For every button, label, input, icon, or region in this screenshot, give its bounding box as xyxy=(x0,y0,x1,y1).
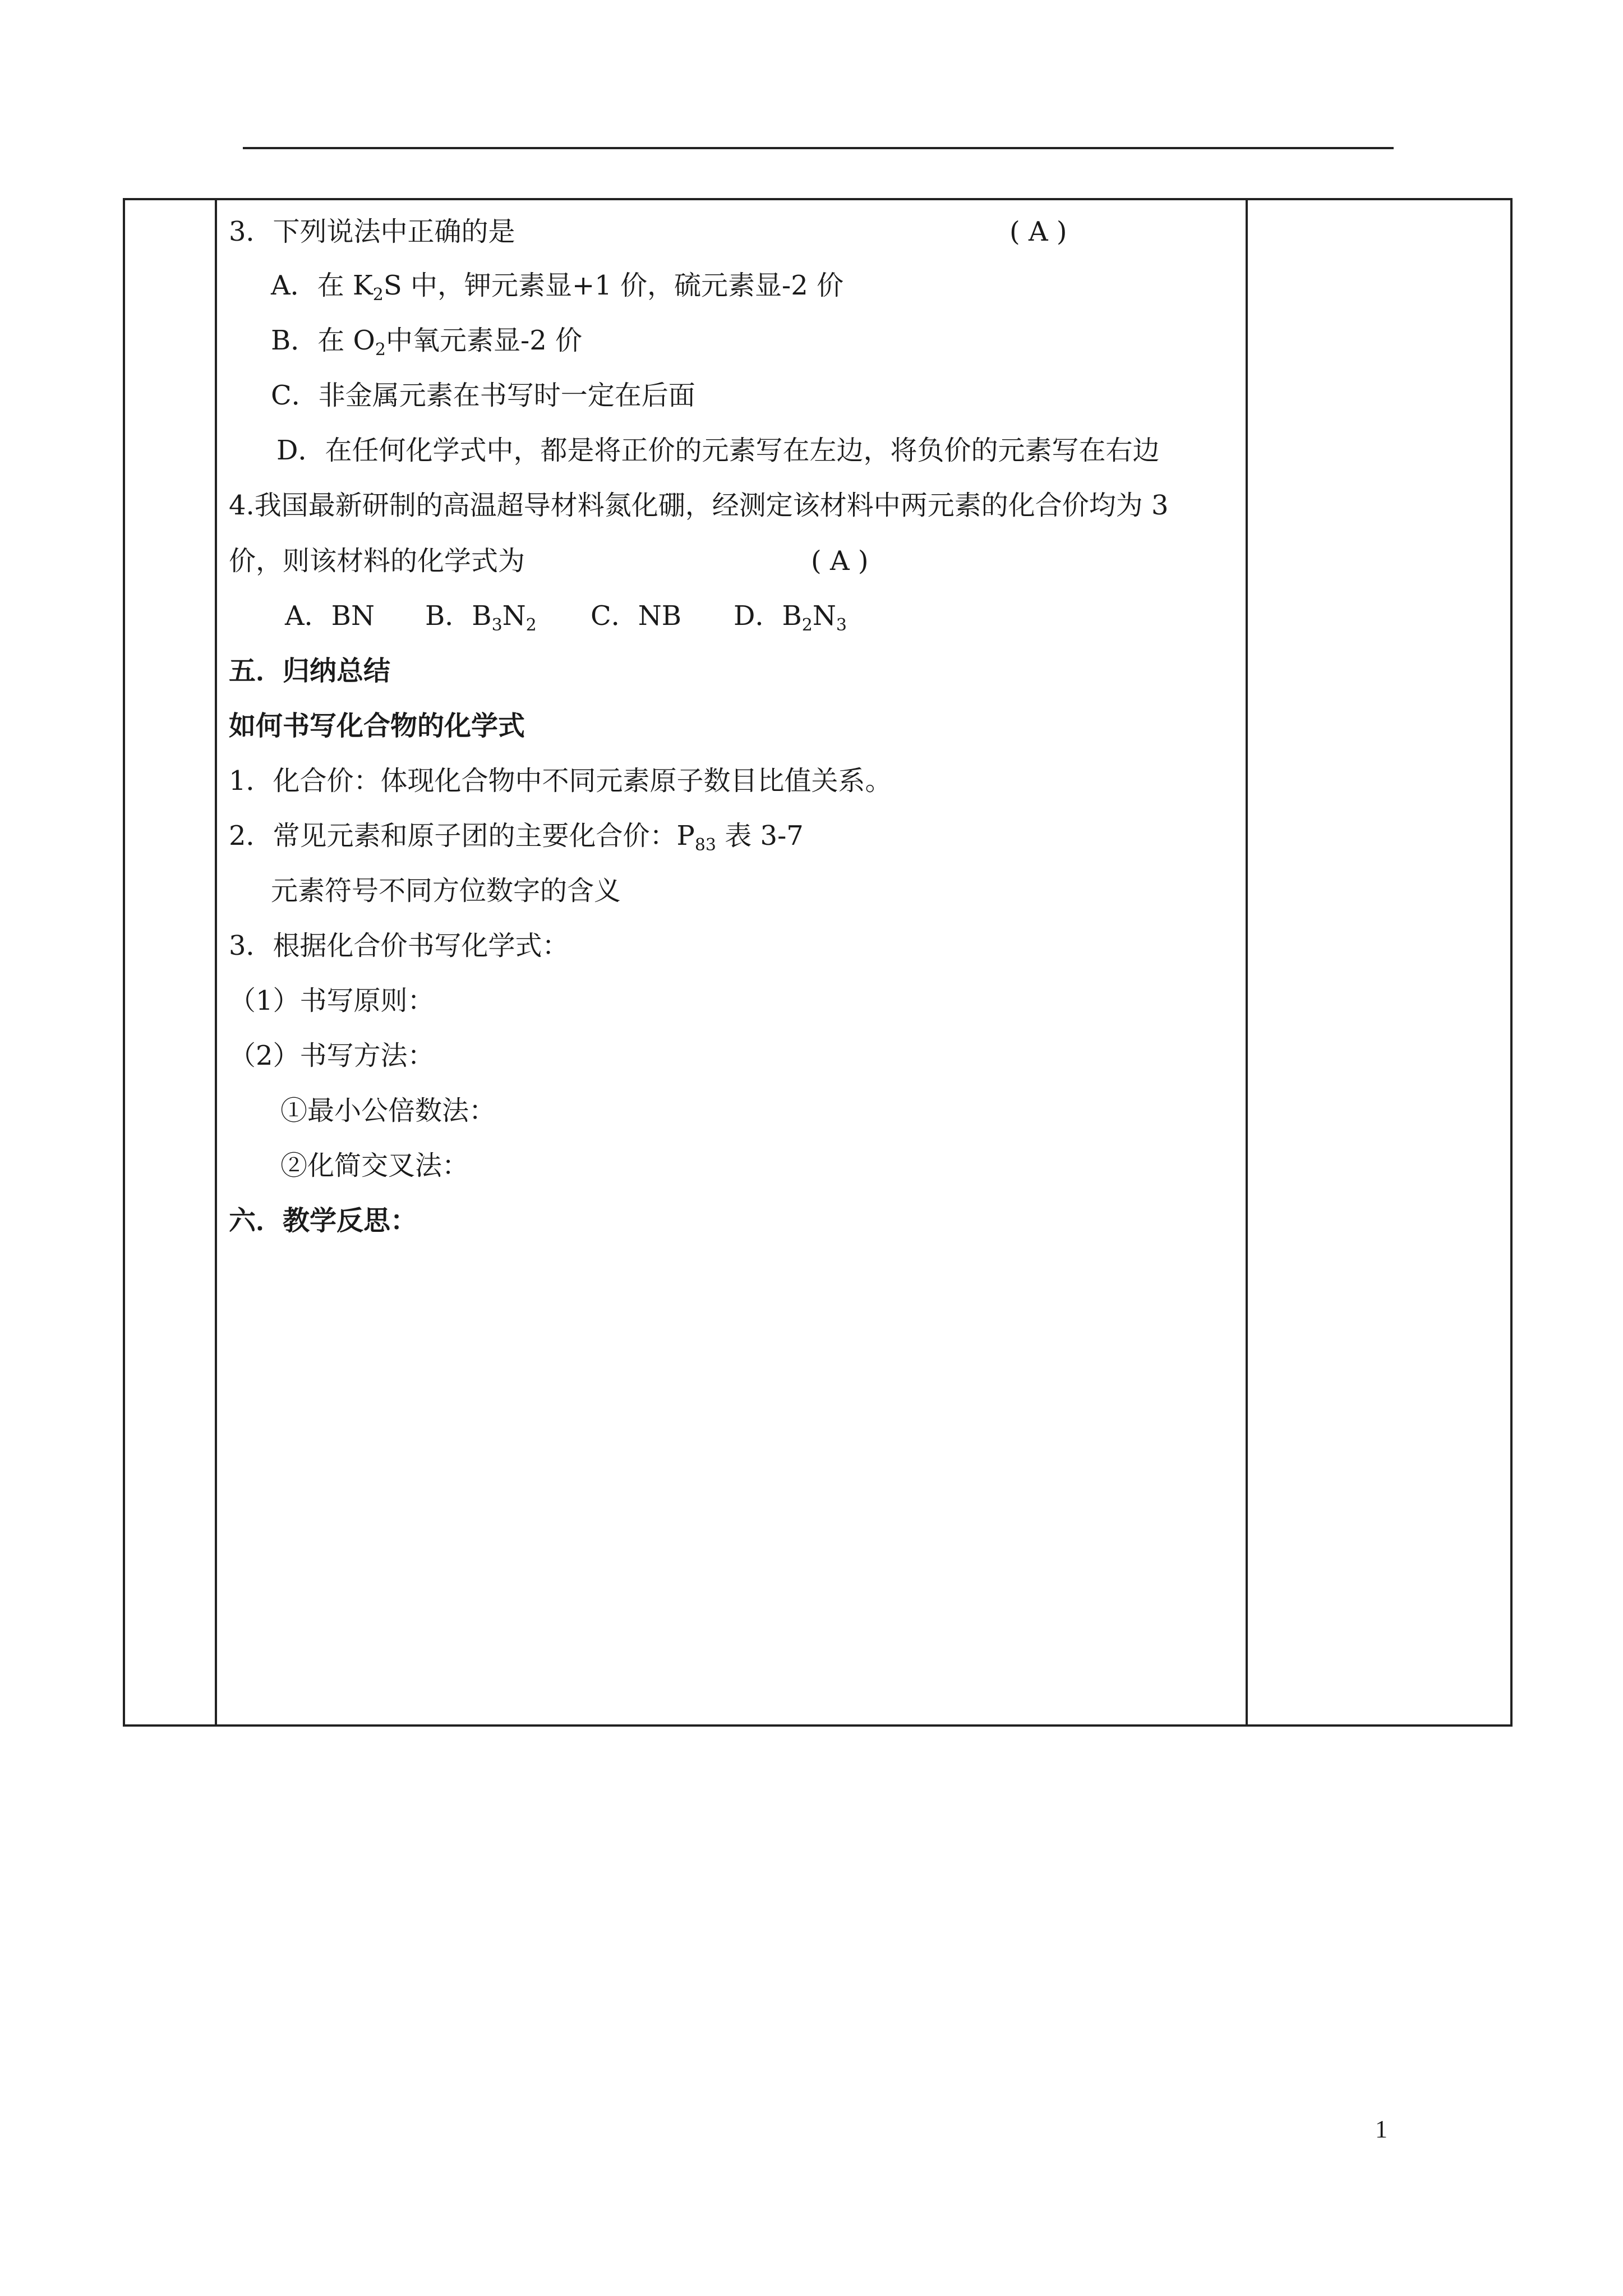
summary-subheading: 如何书写化合物的化学式 xyxy=(229,710,525,742)
question4-option-c: C．NB xyxy=(591,600,682,632)
question4-stem-line2: 价，则该材料的化学式为 xyxy=(229,545,525,577)
question3-stem: 3．下列说法中正确的是 xyxy=(229,216,515,247)
question3-option-a: A．在 $K_2S$ 中，钾元素显+1 价，硫元素显-2 价 xyxy=(271,270,844,305)
question3-option-d: D．在任何化学式中，都是将正价的元素写在左边，将负价的元素写在右边 xyxy=(276,435,1160,466)
question4-answer: ( A ) xyxy=(811,545,869,577)
summary-item-3-1: （1）书写原则： xyxy=(229,985,435,1016)
column-divider-left xyxy=(215,200,217,1724)
summary-heading: 五．归纳总结 xyxy=(229,655,391,687)
summary-item-3-2: （2）书写方法： xyxy=(229,1040,435,1071)
summary-method-2: ②化简交叉法： xyxy=(280,1150,469,1181)
header-rule xyxy=(243,147,1394,149)
question4-option-d: D．$B_2N_3$ xyxy=(734,600,847,635)
summary-item-2: 2．常见元素和原子团的主要化合价：$P_{83}$ 表 3-7 xyxy=(229,820,804,855)
question3-option-c: C．非金属元素在书写时一定在后面 xyxy=(271,380,695,411)
reflection-heading: 六．教学反思： xyxy=(229,1205,418,1236)
summary-item-1: 1．化合价：体现化合物中不同元素原子数目比值关系。 xyxy=(229,765,892,797)
summary-item-2-note: 元素符号不同方位数字的含义 xyxy=(271,875,621,907)
question3-option-b: B．在 $O_2$中氧元素显-2 价 xyxy=(271,325,583,360)
question4-option-b: B．$B_3N_2$ xyxy=(425,600,537,635)
question3-answer: ( A ) xyxy=(1009,216,1067,247)
question4-option-a: A．BN xyxy=(285,600,375,632)
summary-method-1: ①最小公倍数法： xyxy=(280,1095,496,1126)
page-number: 1 xyxy=(1375,2115,1387,2143)
column-divider-right xyxy=(1246,200,1248,1724)
question4-stem-line1: 4.我国最新研制的高温超导材料氮化硼，经测定该材料中两元素的化合价均为 3 xyxy=(229,490,1169,521)
summary-item-3: 3．根据化合价书写化学式： xyxy=(229,930,569,961)
